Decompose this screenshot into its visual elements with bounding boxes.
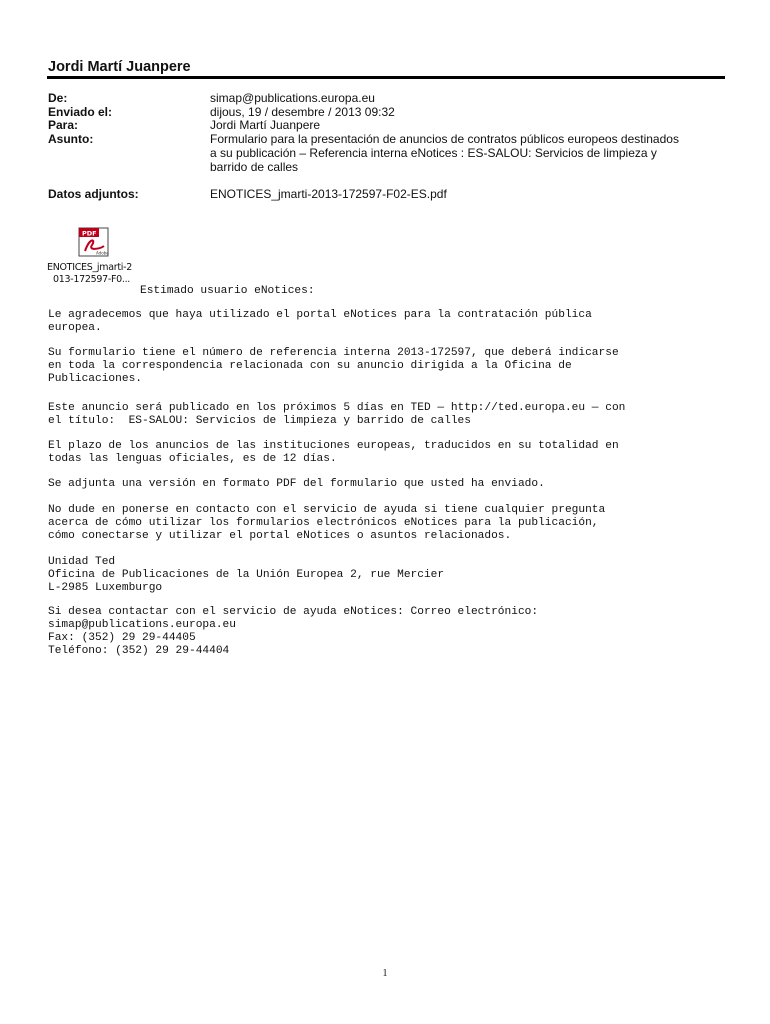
sent-value: dijous, 19 / desembre / 2013 09:32 [210,105,395,119]
greeting: Estimado usuario eNotices: [140,285,315,297]
attachment-icon-caption[interactable] [47,262,147,286]
from-label: De: [48,91,68,105]
paragraph-publication: Este anuncio será publicado en los próximos 5 días en TED — http://ted.europa.eu — con el título: ES-SALOU: Servicios de limpieza y barrido de calles [48,402,626,427]
header-rule [47,76,725,79]
from-value: simap@publications.europa.eu [210,91,375,105]
attachment-caption-line-2: 013-172597-F0... [53,274,131,285]
subject-line-3: barrido de calles [210,160,299,174]
paragraph-contact: Si desea contactar con el servicio de ayuda eNotices: Correo electrónico: simap@publications.europa.eu Fax: (352) 29 29-44405 Teléfono: (352) 29 29-44404 [48,606,539,657]
svg-text:PDF: PDF [82,229,97,238]
attachment-file-name[interactable]: ENOTICES_jmarti-2013-172597-F02-ES.pdf [210,187,447,201]
pdf-file-icon[interactable] [78,227,110,257]
attachments-label: Datos adjuntos: [48,187,139,201]
paragraph-help: No dude en ponerse en contacto con el servicio de ayuda si tiene cualquier pregunta acerca de cómo utilizar los formularios electrónicos eNotices para la publicación, cómo conectarse y utilizar el portal eNotices o asuntos relacionados. [48,504,606,542]
to-value: Jordi Martí Juanpere [210,118,321,132]
paragraph-deadline: El plazo de los anuncios de las instituciones europeas, traducidos en su totalidad en todas las lenguas oficiales, es de 12 días. [48,440,619,465]
paragraph-reference: Su formulario tiene el número de referencia interna 2013-172597, que deberá indicarse en toda la correspondencia relacionada con su anuncio dirigida a la Oficina de Publicaciones. [48,347,619,385]
paragraph-pdf-attached: Se adjunta una versión en formato PDF del formulario que usted ha enviado. [48,478,545,490]
attachment-caption-line-1: ENOTICES_jmarti-2 [47,262,132,273]
paragraph-address: Unidad Ted Oficina de Publicaciones de la Unión Europea 2, rue Mercier L-2985 Luxemburgo [48,556,445,594]
subject-line-1: Formulario para la presentación de anuncios de contratos públicos europeos destinados [210,132,679,146]
page-number: 1 [382,968,388,979]
to-label: Para: [48,118,79,132]
paragraph-thanks: Le agradecemos que haya utilizado el portal eNotices para la contratación pública europea. [48,309,592,334]
mailbox-owner-name: Jordi Martí Juanpere [48,59,191,75]
subject-label: Asunto: [48,132,94,146]
subject-line-2: a su publicación – Referencia interna eNotices : ES-SALOU: Servicios de limpieza y [210,146,657,160]
sent-label: Enviado el: [48,105,113,119]
svg-text:Adobe: Adobe [96,250,109,256]
